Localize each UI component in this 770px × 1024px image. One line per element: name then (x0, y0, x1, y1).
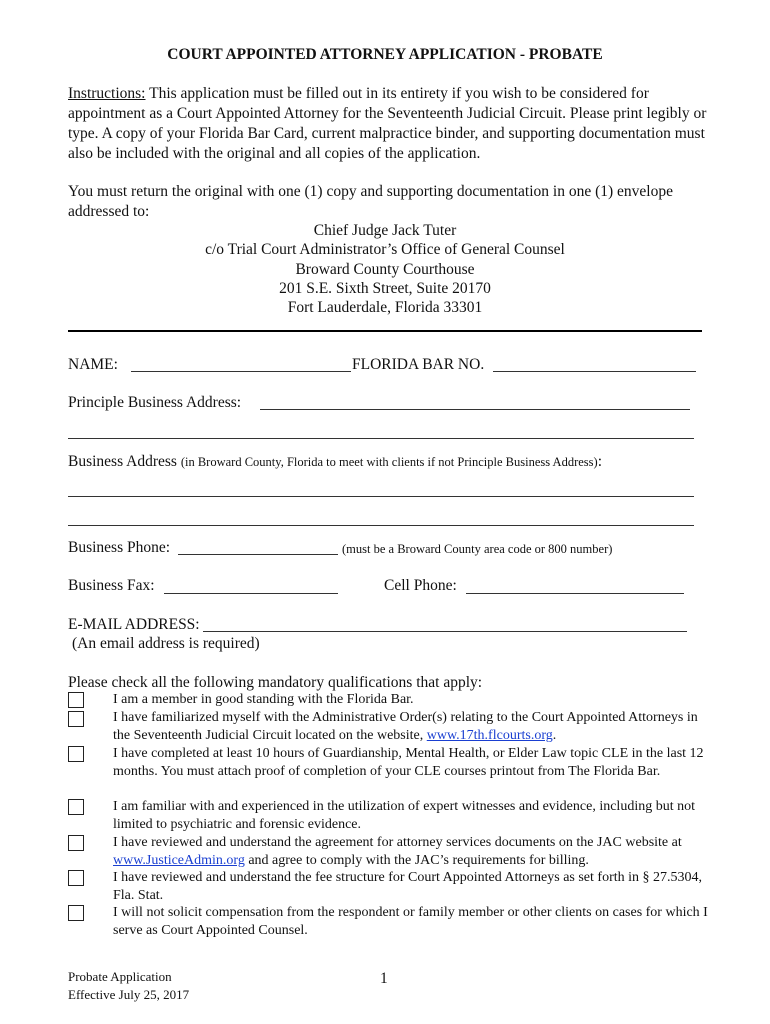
qualification-checkbox-6[interactable] (68, 870, 84, 886)
justiceadmin-website-link[interactable]: www.JusticeAdmin.org (113, 853, 245, 868)
qualification-text-2-body: I have familiarized myself with the Administrative Order(s) relating to the Court Appointed Attorneys in the Seventeenth Judicial Circuit located on the website, (113, 710, 698, 743)
business-phone-field[interactable] (178, 554, 338, 555)
business-address-note: (in Broward County, Florida to meet with clients if not Principle Business Address) (180, 455, 598, 469)
qualification-text-2-end: . (552, 728, 557, 743)
name-field[interactable] (131, 371, 351, 372)
name-label: NAME: (68, 356, 118, 373)
email-field[interactable] (203, 631, 687, 632)
footer-effective-date: Effective July 25, 2017 (68, 987, 190, 1002)
qualification-text-6: I have reviewed and understand the fee structure for Court Appointed Attorneys as set forth in § 27.5304, Fla. Stat. (113, 870, 703, 903)
bar-number-label: FLORIDA BAR NO. (352, 356, 485, 373)
address-line-3: Broward County Courthouse (295, 261, 475, 278)
flcourts-website-link[interactable]: www.17th.flcourts.org (426, 728, 553, 743)
instructions-label: Instructions: (68, 85, 146, 102)
cell-phone-field[interactable] (466, 593, 684, 594)
business-address-title: Business Address (68, 453, 177, 470)
qualification-text-5 (113, 834, 713, 870)
qualification-text-7: I will not solicit compensation from the respondent or family member or other clients on cases for which I serve as Court Appointed Counsel. (113, 905, 708, 938)
business-fax-field[interactable] (164, 593, 338, 594)
instructions-text: This application must be filled out in its entirety if you wish to be considered for appointment as a Court Appointed Attorney for the Seventeenth Judicial Circuit. Please print legibly or type. A copy of your Florida Bar Card, current malpractice binder, and supporting documentation must also be included with the original and all copies of the application. (68, 85, 707, 162)
business-phone-label: Business Phone: (68, 539, 171, 556)
qualification-text-5-end: and agree to comply with the JAC’s requirements for billing. (244, 853, 589, 868)
business-address-field-2[interactable] (68, 525, 694, 526)
document-title: COURT APPOINTED ATTORNEY APPLICATION - PROBATE (167, 46, 603, 63)
return-instructions: You must return the original with one (1) copy and supporting documentation in one (1) envelope addressed to: (68, 183, 673, 220)
address-line-1: Chief Judge Jack Tuter (313, 222, 457, 239)
qualification-text-5-body: I have reviewed and understand the agreement for attorney services documents on the JAC website at (113, 835, 682, 850)
principle-address-field[interactable] (260, 409, 690, 410)
business-fax-label: Business Fax: (68, 577, 155, 594)
page-number: 1 (380, 970, 388, 987)
qualification-text-2 (113, 709, 713, 745)
qualification-checkbox-3[interactable] (68, 746, 84, 762)
principle-address-label: Principle Business Address: (68, 394, 242, 411)
qualification-checkbox-7[interactable] (68, 905, 84, 921)
qualification-text-3: I have completed at least 10 hours of Guardianship, Mental Health, or Elder Law topic CLE in the last 12 months. You must attach proof of completion of your CLE courses printout from The Florida Bar. (113, 746, 704, 779)
address-line-5: Fort Lauderdale, Florida 33301 (287, 299, 483, 316)
qualification-checkbox-5[interactable] (68, 835, 84, 851)
address-line-2: c/o Trial Court Administrator’s Office of General Counsel (205, 241, 565, 258)
business-phone-note: (must be a Broward County area code or 800 number) (342, 542, 613, 556)
instructions-paragraph (68, 84, 708, 164)
qualification-checkbox-1[interactable] (68, 692, 84, 708)
qualification-checkbox-4[interactable] (68, 799, 84, 815)
principle-address-field-2[interactable] (68, 438, 694, 439)
qualification-text-1: I am a member in good standing with the Florida Bar. (113, 692, 414, 707)
qualifications-heading: Please check all the following mandatory qualifications that apply: (68, 674, 483, 691)
email-required-note: (An email address is required) (72, 635, 260, 652)
qualification-text-4: I am familiar with and experienced in the utilization of expert witnesses and evidence, including but not limited to psychiatric and forensic evidence. (113, 799, 695, 832)
footer-form-name: Probate Application (68, 969, 172, 984)
section-divider (68, 330, 702, 332)
qualification-checkbox-2[interactable] (68, 711, 84, 727)
business-address-label (68, 453, 602, 471)
cell-phone-label: Cell Phone: (384, 577, 457, 594)
email-label: E-MAIL ADDRESS: (68, 616, 200, 633)
address-line-4: 201 S.E. Sixth Street, Suite 20170 (279, 280, 491, 297)
bar-number-field[interactable] (493, 371, 696, 372)
business-address-field-1[interactable] (68, 496, 694, 497)
business-address-colon: : (597, 453, 602, 470)
